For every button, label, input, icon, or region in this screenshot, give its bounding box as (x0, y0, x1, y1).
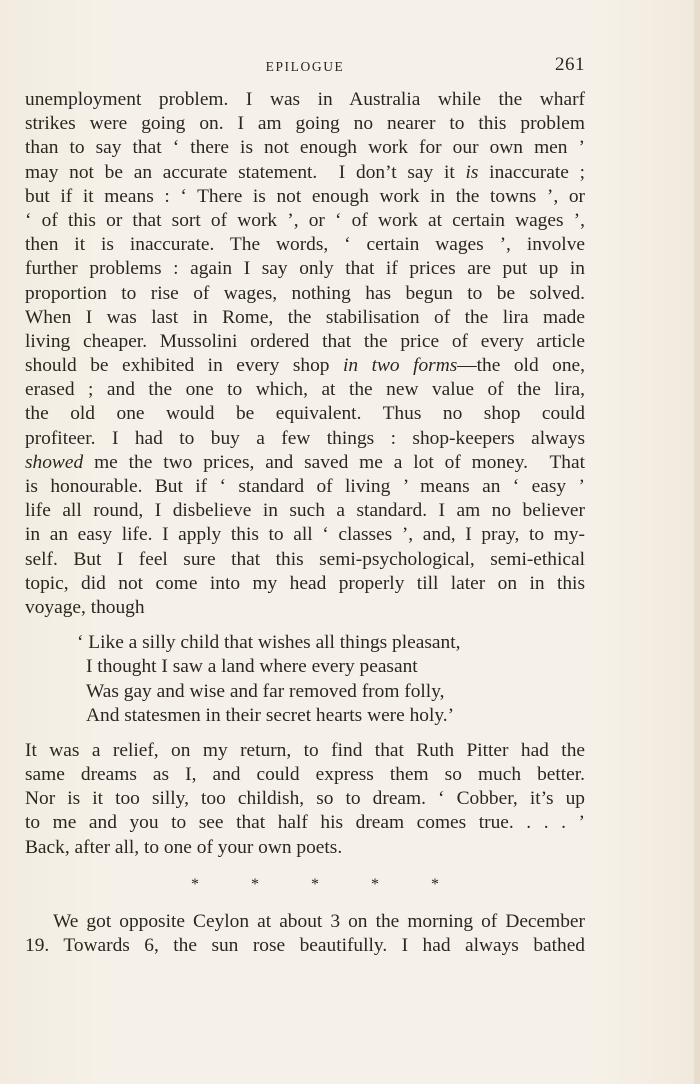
body-text (25, 88, 585, 958)
text-line: profiteer. I had to buy a few things : shop-keepers always (25, 427, 585, 449)
verse-line: Was gay and wise and far removed from folly, (86, 680, 445, 702)
text-line: voyage, though (25, 596, 145, 618)
text-line: unemployment problem. I was in Australia while the wharf (25, 89, 585, 110)
text-line: the old one would be equivalent. Thus no shop could (25, 403, 585, 425)
text-line: same dreams as I, and could express them so much better. (25, 764, 585, 786)
text-line: Nor is it too silly, too childish, so to dream. ‘ Cobber, it’s up (25, 788, 585, 810)
asterisk: * (431, 875, 439, 893)
text-line: topic, did not come into my head properly till later on in this (25, 572, 585, 594)
text-line: 19. Towards 6, the sun rose beautifully. I had always bathed (25, 935, 585, 956)
text-line: living cheaper. Mussolini ordered that the price of every article (25, 330, 585, 352)
text-line: Back, after all, to one of your own poets. (25, 836, 343, 858)
text-line: self. But I feel sure that this semi-psychological, semi-ethical (25, 548, 585, 570)
text-line: strikes were going on. I am going no nearer to this problem (25, 113, 585, 135)
text-line: should be exhibited in every shop in two forms—the old one, (25, 355, 585, 377)
verse-line: I thought I saw a land where every peasant (86, 656, 418, 678)
paragraph-3 (25, 910, 585, 958)
asterisk: * (311, 875, 319, 893)
text-line: proportion to rise of wages, nothing has begun to be solved. (25, 282, 585, 304)
verse-line: And statesmen in their secret hearts were holy.’ (86, 704, 455, 726)
text-line: We got opposite Ceylon at about 3 on the morning of December (53, 910, 585, 932)
page-header (25, 54, 585, 78)
page-edge (694, 0, 700, 1084)
text-line: is honourable. But if ‘ standard of living ’ means an ‘ easy ’ (25, 476, 585, 497)
verse-line: ‘ Like a silly child that wishes all things pleasant, (77, 632, 461, 654)
paragraph-1 (25, 88, 585, 620)
asterisk: * (191, 875, 199, 893)
text-line: showed me the two prices, and saved me a lot of money. That (25, 451, 585, 473)
text-line: It was a relief, on my return, to find that Ruth Pitter had the (25, 739, 585, 761)
verse-quotation (25, 631, 585, 728)
text-line: than to say that ‘ there is not enough work for our own men ’ (25, 137, 585, 159)
section-break (25, 870, 585, 900)
asterisk: * (371, 875, 379, 893)
text-line: further problems : again I say only that if prices are put up in (25, 258, 585, 280)
text-line: but if it means : ‘ There is not enough work in the towns ’, or (25, 185, 585, 207)
asterisk: * (251, 875, 259, 893)
text-line: When I was last in Rome, the stabilisation of the lira made (25, 306, 585, 328)
text-line: ‘ of this or that sort of work ’, or ‘ of work at certain wages ’, (25, 209, 585, 231)
page-number: 261 (555, 54, 585, 75)
running-head: EPILOGUE (265, 59, 345, 74)
text-line: life all round, I disbelieve in such a standard. I am no believer (25, 500, 585, 522)
text-line: erased ; and the one to which, at the new value of the lira, (25, 379, 585, 401)
text-line: to me and you to see that half his dream comes true. . . . ’ (25, 812, 585, 834)
paragraph-2 (25, 739, 585, 860)
text-line: then it is inaccurate. The words, ‘ certain wages ’, involve (25, 234, 585, 256)
text-line: in an easy life. I apply this to all ‘ classes ’, and, I pray, to my- (25, 524, 585, 546)
text-line: may not be an accurate statement. I don’t say it is inaccurate ; (25, 161, 585, 183)
